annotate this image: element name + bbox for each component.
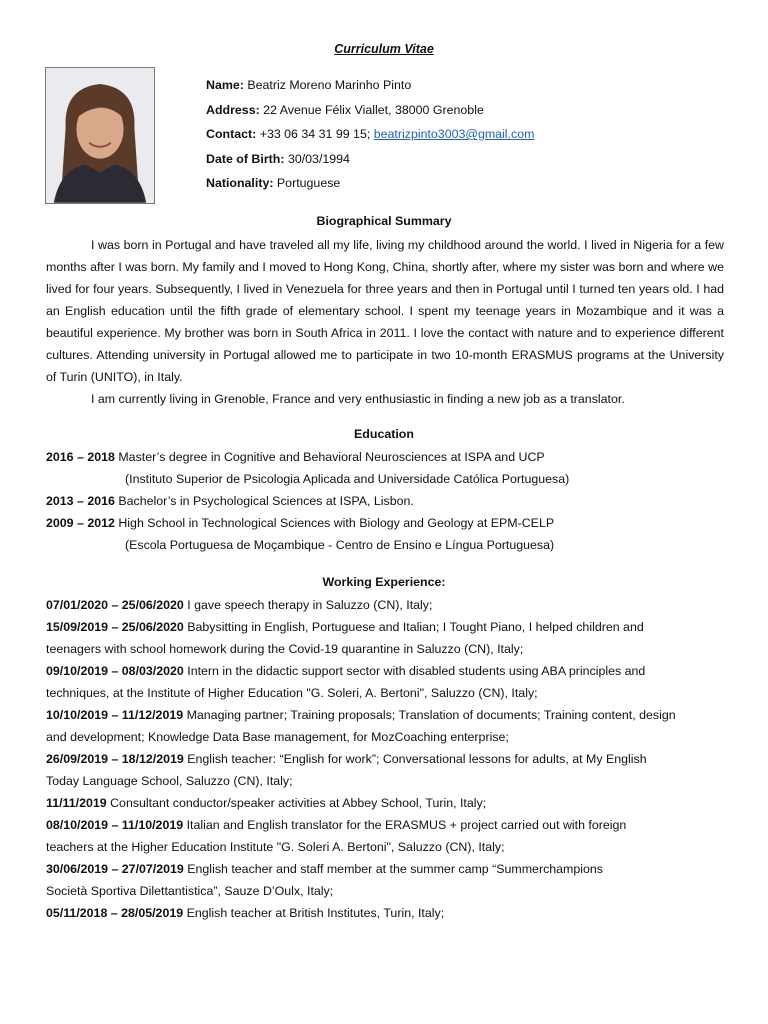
work-text-continued: and development; Knowledge Data Base management, for MozCoaching enterprise;: [46, 730, 509, 744]
work-text-continued: teenagers with school homework during the Covid-19 quarantine in Saluzzo (CN), Italy;: [46, 642, 524, 656]
work-text: Babysitting in English, Portuguese and Italian; I Tought Piano, I helped children and: [187, 620, 644, 634]
work-heading: Working Experience:: [322, 575, 446, 589]
work-text: Italian and English translator for the ERASMUS + project carried out with foreign: [186, 818, 627, 832]
education-heading: Education: [354, 427, 414, 441]
education-item: [46, 512, 736, 534]
education-dates: 2016 – 2018: [46, 450, 115, 464]
work-dates: 09/10/2019 – 08/03/2020: [46, 664, 184, 678]
work-dates: 08/10/2019 – 11/10/2019: [46, 818, 184, 832]
education-text: Master’s degree in Cognitive and Behavioral Neurosciences at ISPA and UCP: [118, 450, 545, 464]
education-item: [46, 490, 736, 512]
bio-heading: Biographical Summary: [316, 214, 452, 228]
nationality-value: Portuguese: [276, 176, 341, 190]
nationality-label: Nationality:: [206, 176, 274, 190]
work-text: English teacher at British Institutes, Turin, Italy;: [186, 906, 445, 920]
bio-paragraph-1: I was born in Portugal and have traveled all my life, living my childhood around the world. I lived in Nigeria for a few months after I was born. My family and I moved to Hong Kong, China, shortly after, where my sister was born and where we lived for four years. Subsequently, I lived in Venezuela for three years and then in Portugal until I turned ten years old. I had an English education until the fifth grade of elementary school. I spent my teenage years in Mozambique and it was a beautiful experience. My brother was born in South Africa in 2011. I love the contact with nature and to experience different cultures. Attending university in Portugal allowed me to participate in two 10-month ERASMUS programs at the University of Turin (UNITO), in Italy.: [46, 238, 724, 384]
dob-value: 30/03/1994: [287, 151, 350, 166]
address-line: [206, 101, 726, 126]
education-dates: 2013 – 2016: [46, 494, 115, 508]
work-text: Managing partner; Training proposals; Translation of documents; Training content, design: [186, 708, 676, 722]
education-item: [46, 446, 736, 468]
dob-line: [206, 150, 726, 175]
contact-line: [206, 125, 726, 150]
work-dates: 05/11/2018 – 28/05/2019: [46, 906, 184, 920]
name-line: [206, 76, 726, 101]
work-dates: 15/09/2019 – 25/06/2020: [46, 620, 184, 634]
work-text: I gave speech therapy in Saluzzo (CN), Italy;: [187, 598, 433, 612]
work-text-continued: Today Language School, Saluzzo (CN), Italy;: [46, 774, 293, 788]
work-item: [46, 902, 736, 924]
work-text: Intern in the didactic support sector with disabled students using ABA principles and: [187, 664, 646, 678]
personal-info: [206, 76, 726, 199]
work-text-continued: Società Sportiva Dilettantistica”, Sauze D’Oulx, Italy;: [46, 884, 334, 898]
work-item: [46, 704, 736, 726]
address-label: Address:: [206, 102, 260, 117]
work-item: [46, 792, 736, 814]
contact-email-link[interactable]: beatrizpinto3003@gmail.com: [373, 127, 535, 141]
education-list: [46, 446, 736, 556]
work-item: [46, 594, 736, 616]
bio-paragraph-2: I am currently living in Grenoble, France and very enthusiastic in finding a new job as a translator.: [91, 392, 625, 406]
contact-phone: +33 06 34 31 99 15;: [259, 127, 371, 141]
education-dates: 2009 – 2012: [46, 516, 115, 530]
work-text: English teacher: “English for work”; Conversational lessons for adults, at My English: [187, 752, 647, 766]
work-item: [46, 748, 736, 770]
dob-label: Date of Birth:: [206, 151, 285, 166]
work-item: [46, 814, 736, 836]
work-text: English teacher and staff member at the summer camp “Summerchampions: [187, 862, 603, 876]
education-text: Bachelor’s in Psychological Sciences at ISPA, Lisbon.: [118, 494, 414, 508]
work-item: [46, 858, 736, 880]
education-subtext: (Instituto Superior de Psicologia Aplicada and Universidade Católica Portuguesa): [125, 472, 570, 486]
work-dates: 07/01/2020 – 25/06/2020: [46, 598, 184, 612]
work-item: [46, 660, 736, 682]
work-text-continued: teachers at the Higher Education Institute "G. Soleri A. Bertoni", Saluzzo (CN), Italy;: [46, 840, 505, 854]
work-text-continued: techniques, at the Institute of Higher Education "G. Soleri, A. Bertoni", Saluzzo (CN), Italy;: [46, 686, 538, 700]
work-text: Consultant conductor/speaker activities at Abbey School, Turin, Italy;: [110, 796, 487, 810]
work-dates: 10/10/2019 – 11/12/2019: [46, 708, 184, 722]
bio-section: [46, 234, 724, 410]
work-dates: 11/11/2019: [46, 796, 107, 810]
education-text: High School in Technological Sciences with Biology and Geology at EPM-CELP: [118, 516, 555, 530]
work-list: [46, 594, 736, 924]
profile-photo-placeholder-icon: [46, 68, 154, 203]
contact-label: Contact:: [206, 127, 257, 141]
work-item: [46, 616, 736, 638]
address-value: 22 Avenue Félix Viallet, 38000 Grenoble: [263, 102, 484, 117]
nationality-line: [206, 174, 726, 199]
education-subtext: (Escola Portuguesa de Moçambique - Centro de Ensino e Língua Portuguesa): [125, 538, 555, 552]
cv-title: Curriculum Vitae: [334, 42, 434, 56]
work-dates: 30/06/2019 – 27/07/2019: [46, 862, 184, 876]
work-dates: 26/09/2019 – 18/12/2019: [46, 752, 184, 766]
profile-photo: [45, 67, 155, 204]
name-label: Name:: [206, 78, 244, 92]
name-value: Beatriz Moreno Marinho Pinto: [247, 78, 412, 92]
